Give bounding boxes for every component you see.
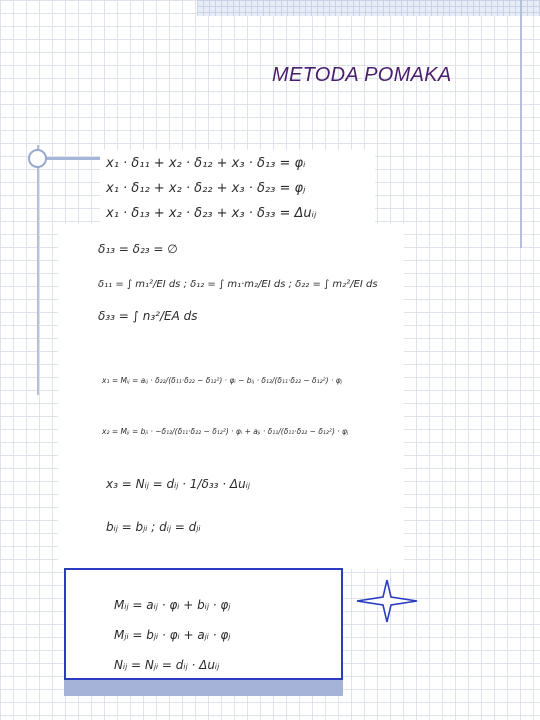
- equation-line: Nᵢⱼ = Nⱼᵢ = dᵢⱼ · Δuᵢⱼ: [114, 658, 220, 672]
- equation-line: x₁ · δ₁₃ + x₂ · δ₂₃ + x₃ · δ₃₃ = Δuᵢⱼ: [106, 206, 317, 221]
- equation-line: x₁ · δ₁₁ + x₂ · δ₁₂ + x₃ · δ₁₃ = φᵢ: [106, 156, 306, 171]
- equation-line: Mⱼᵢ = bⱼᵢ · φᵢ + aⱼᵢ · φⱼ: [114, 628, 231, 642]
- result-box: [64, 568, 343, 694]
- equation-line: Mᵢⱼ = aᵢⱼ · φᵢ + bᵢⱼ · φⱼ: [114, 598, 231, 612]
- bullet-circle-icon: [28, 149, 47, 168]
- result-box-bottom-bar: [64, 678, 343, 696]
- equation-line: x₂ = Mⱼᵢ = bⱼᵢ · −δ₁₂/(δ₁₁·δ₂₂ − δ₁₂²) · φᵢ + aⱼᵢ · δ₁₁/(δ₁₁·δ₂₂ − δ₁₂²) · φⱼ: [102, 427, 349, 436]
- equation-line: δ₁₁ = ∫ m₁²/EI ds ; δ₁₂ = ∫ m₁·m₂/EI ds ; δ₂₂ = ∫ m₂²/EI ds: [98, 279, 378, 290]
- page-title: METODA POMAKA: [272, 64, 452, 86]
- equation-line: δ₃₃ = ∫ n₃²/EA ds: [98, 309, 198, 323]
- equation-line: x₁ = Mᵢⱼ = aᵢⱼ · δ₂₂/(δ₁₁·δ₂₂ − δ₁₂²) · φᵢ − bᵢⱼ · δ₁₂/(δ₁₁·δ₂₂ − δ₁₂²) · φⱼ: [102, 376, 342, 385]
- right-decor-line: [520, 0, 522, 248]
- result-equation-image: [106, 590, 306, 686]
- top-decor-band: [197, 0, 540, 16]
- equation-image-2: [58, 224, 404, 569]
- equation-line: x₃ = Nᵢⱼ = dᵢⱼ · 1/δ₃₃ · Δuᵢⱼ: [106, 477, 250, 491]
- equation-image-1: [100, 150, 375, 226]
- equation-line: bᵢⱼ = bⱼᵢ ; dᵢⱼ = dⱼᵢ: [106, 520, 201, 534]
- equation-line: δ₁₃ = δ₂₃ = ∅: [98, 242, 178, 256]
- equation-line: x₁ · δ₁₂ + x₂ · δ₂₂ + x₃ · δ₂₃ = φⱼ: [106, 181, 306, 196]
- bullet-vertical-line: [37, 145, 39, 395]
- four-point-star-icon: [355, 578, 419, 624]
